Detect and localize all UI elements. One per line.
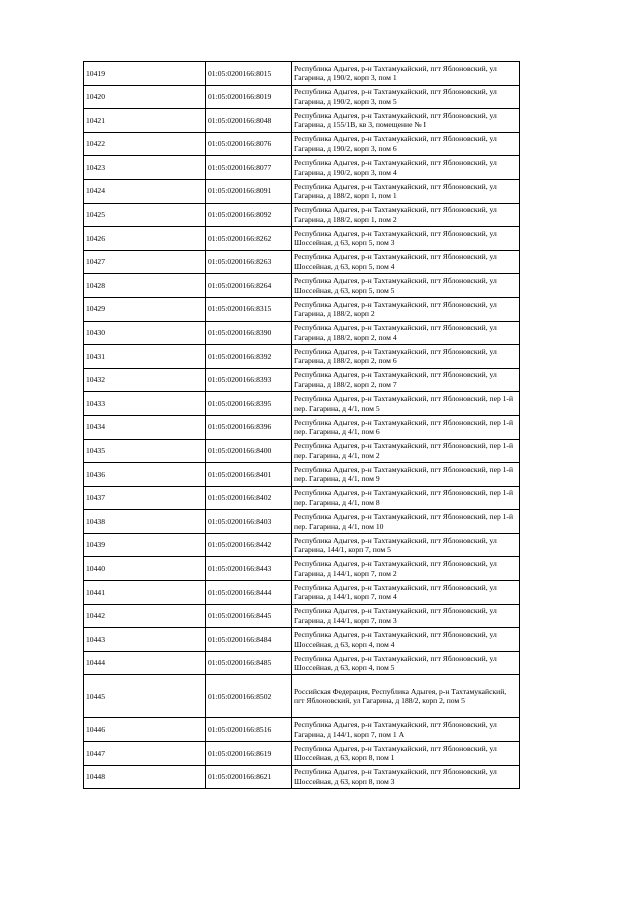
cadastral-number: 01:05:0200166:8442 xyxy=(206,533,292,557)
property-address: Республика Адыгея, р-н Тахтамукайский, пгт Яблоновский, ул Гагарина, д 144/1, корп 7, пом 2 xyxy=(292,557,520,581)
row-number: 10422 xyxy=(84,132,206,156)
property-address: Республика Адыгея, р-н Тахтамукайский, пгт Яблоновский, ул Гагарина, д 190/2, корп 3, пом 4 xyxy=(292,156,520,180)
row-number: 10423 xyxy=(84,156,206,180)
row-number: 10424 xyxy=(84,179,206,203)
property-address: Республика Адыгея, р-н Тахтамукайский, пгт Яблоновский, ул Шоссейная, д 63, корп 8, пом 3 xyxy=(292,765,520,789)
table-row xyxy=(84,415,520,439)
table-row xyxy=(84,742,520,766)
table-row xyxy=(84,718,520,742)
cadastral-number: 01:05:0200166:8396 xyxy=(206,415,292,439)
property-address: Республика Адыгея, р-н Тахтамукайский, пгт Яблоновский, ул Шоссейная, д 63, корп 8, пом 1 xyxy=(292,742,520,766)
registry-table-body xyxy=(84,62,520,789)
row-number: 10442 xyxy=(84,604,206,628)
property-address: Республика Адыгея, р-н Тахтамукайский, пгт Яблоновский, пер 1-й пер. Гагарина, д 4/1, пом 8 xyxy=(292,486,520,510)
row-number: 10446 xyxy=(84,718,206,742)
table-row xyxy=(84,274,520,298)
table-row xyxy=(84,581,520,605)
cadastral-number: 01:05:0200166:8400 xyxy=(206,439,292,463)
property-address: Республика Адыгея, р-н Тахтамукайский, пгт Яблоновский, ул Гагарина, д 188/2, корп 2 xyxy=(292,297,520,321)
row-number: 10432 xyxy=(84,368,206,392)
table-row xyxy=(84,675,520,718)
cadastral-number: 01:05:0200166:8015 xyxy=(206,62,292,86)
cadastral-number: 01:05:0200166:8263 xyxy=(206,250,292,274)
table-row xyxy=(84,557,520,581)
cadastral-number: 01:05:0200166:8621 xyxy=(206,765,292,789)
cadastral-number: 01:05:0200166:8401 xyxy=(206,463,292,487)
property-address: Республика Адыгея, р-н Тахтамукайский, пгт Яблоновский, ул Гагарина, д 190/2, корп 3, пом 6 xyxy=(292,132,520,156)
row-number: 10448 xyxy=(84,765,206,789)
row-number: 10429 xyxy=(84,297,206,321)
row-number: 10420 xyxy=(84,85,206,109)
row-number: 10430 xyxy=(84,321,206,345)
table-row xyxy=(84,533,520,557)
table-row xyxy=(84,132,520,156)
table-row xyxy=(84,203,520,227)
cadastral-number: 01:05:0200166:8444 xyxy=(206,581,292,605)
property-address: Республика Адыгея, р-н Тахтамукайский, пгт Яблоновский, ул Шоссейная, д 63, корп 5, пом 3 xyxy=(292,227,520,251)
row-number: 10431 xyxy=(84,345,206,369)
table-row xyxy=(84,486,520,510)
row-number: 10445 xyxy=(84,675,206,718)
property-address: Республика Адыгея, р-н Тахтамукайский, пгт Яблоновский, ул Гагарина, д 155/1В, кв 3, помещение № I xyxy=(292,109,520,133)
table-row xyxy=(84,297,520,321)
property-address: Республика Адыгея, р-н Тахтамукайский, пгт Яблоновский, ул Гагарина, д 144/1, корп 7, пом 3 xyxy=(292,604,520,628)
row-number: 10419 xyxy=(84,62,206,86)
row-number: 10436 xyxy=(84,463,206,487)
row-number: 10435 xyxy=(84,439,206,463)
table-row xyxy=(84,368,520,392)
property-address: Республика Адыгея, р-н Тахтамукайский, пгт Яблоновский, пер 1-й пер. Гагарина, д 4/1, пом 5 xyxy=(292,392,520,416)
cadastral-number: 01:05:0200166:8392 xyxy=(206,345,292,369)
cadastral-number: 01:05:0200166:8262 xyxy=(206,227,292,251)
cadastral-number: 01:05:0200166:8502 xyxy=(206,675,292,718)
row-number: 10433 xyxy=(84,392,206,416)
table-row xyxy=(84,109,520,133)
property-address: Республика Адыгея, р-н Тахтамукайский, пгт Яблоновский, ул Гагарина, д 144/1, корп 7, пом 1 А xyxy=(292,718,520,742)
row-number: 10438 xyxy=(84,510,206,534)
row-number: 10434 xyxy=(84,415,206,439)
cadastral-number: 01:05:0200166:8485 xyxy=(206,651,292,675)
cadastral-number: 01:05:0200166:8019 xyxy=(206,85,292,109)
property-registry-table xyxy=(83,61,520,789)
property-address: Республика Адыгея, р-н Тахтамукайский, пгт Яблоновский, ул Гагарина, д 188/2, корп 1, пом 2 xyxy=(292,203,520,227)
row-number: 10426 xyxy=(84,227,206,251)
cadastral-number: 01:05:0200166:8619 xyxy=(206,742,292,766)
cadastral-number: 01:05:0200166:8484 xyxy=(206,628,292,652)
table-row xyxy=(84,463,520,487)
cadastral-number: 01:05:0200166:8390 xyxy=(206,321,292,345)
property-address: Республика Адыгея, р-н Тахтамукайский, пгт Яблоновский, пер 1-й пер. Гагарина, д 4/1, пом 9 xyxy=(292,463,520,487)
row-number: 10427 xyxy=(84,250,206,274)
property-address: Республика Адыгея, р-н Тахтамукайский, пгт Яблоновский, ул Шоссейная, д 63, корп 5, пом 5 xyxy=(292,274,520,298)
table-row xyxy=(84,392,520,416)
property-address: Республика Адыгея, р-н Тахтамукайский, пгт Яблоновский, ул Гагарина, д 190/2, корп 3, пом 5 xyxy=(292,85,520,109)
row-number: 10440 xyxy=(84,557,206,581)
table-row xyxy=(84,179,520,203)
property-address: Республика Адыгея, р-н Тахтамукайский, пгт Яблоновский, ул Гагарина, д 188/2, корп 2, пом 4 xyxy=(292,321,520,345)
cadastral-number: 01:05:0200166:8443 xyxy=(206,557,292,581)
row-number: 10444 xyxy=(84,651,206,675)
table-row xyxy=(84,765,520,789)
table-row xyxy=(84,439,520,463)
row-number: 10441 xyxy=(84,581,206,605)
cadastral-number: 01:05:0200166:8445 xyxy=(206,604,292,628)
cadastral-number: 01:05:0200166:8393 xyxy=(206,368,292,392)
property-address: Республика Адыгея, р-н Тахтамукайский, пгт Яблоновский, ул Гагарина, д 144/1, корп 7, пом 4 xyxy=(292,581,520,605)
table-row xyxy=(84,250,520,274)
table-row xyxy=(84,345,520,369)
row-number: 10421 xyxy=(84,109,206,133)
row-number: 10428 xyxy=(84,274,206,298)
property-address: Республика Адыгея, р-н Тахтамукайский, пгт Яблоновский, ул Гагарина, 144/1, корп 7, пом 5 xyxy=(292,533,520,557)
row-number: 10437 xyxy=(84,486,206,510)
property-address: Республика Адыгея, р-н Тахтамукайский, пгт Яблоновский, ул Гагарина, д 190/2, корп 3, пом 1 xyxy=(292,62,520,86)
row-number: 10443 xyxy=(84,628,206,652)
table-row xyxy=(84,156,520,180)
property-address: Республика Адыгея, р-н Тахтамукайский, пгт Яблоновский, ул Гагарина, д 188/2, корп 1, пом 1 xyxy=(292,179,520,203)
table-row xyxy=(84,628,520,652)
cadastral-number: 01:05:0200166:8077 xyxy=(206,156,292,180)
row-number: 10439 xyxy=(84,533,206,557)
property-address: Республика Адыгея, р-н Тахтамукайский, пгт Яблоновский, ул Шоссейная, д 63, корп 5, пом 4 xyxy=(292,250,520,274)
cadastral-number: 01:05:0200166:8091 xyxy=(206,179,292,203)
property-address: Республика Адыгея, р-н Тахтамукайский, пгт Яблоновский, ул Гагарина, д 188/2, корп 2, пом 6 xyxy=(292,345,520,369)
property-address: Республика Адыгея, р-н Тахтамукайский, пгт Яблоновский, пер 1-й пер. Гагарина, д 4/1, пом 6 xyxy=(292,415,520,439)
table-row xyxy=(84,651,520,675)
cadastral-number: 01:05:0200166:8048 xyxy=(206,109,292,133)
property-address: Республика Адыгея, р-н Тахтамукайский, пгт Яблоновский, пер 1-й пер. Гагарина, д 4/1, пом 2 xyxy=(292,439,520,463)
table-row xyxy=(84,85,520,109)
row-number: 10447 xyxy=(84,742,206,766)
cadastral-number: 01:05:0200166:8315 xyxy=(206,297,292,321)
property-address: Республика Адыгея, р-н Тахтамукайский, пгт Яблоновский, пер 1-й пер. Гагарина, д 4/1, пом 10 xyxy=(292,510,520,534)
cadastral-number: 01:05:0200166:8076 xyxy=(206,132,292,156)
table-row xyxy=(84,227,520,251)
table-row xyxy=(84,510,520,534)
cadastral-number: 01:05:0200166:8092 xyxy=(206,203,292,227)
cadastral-number: 01:05:0200166:8403 xyxy=(206,510,292,534)
property-address: Республика Адыгея, р-н Тахтамукайский, пгт Яблоновский, ул Гагарина, д 188/2, корп 2, пом 7 xyxy=(292,368,520,392)
table-row xyxy=(84,321,520,345)
property-address: Российская Федерация, Республика Адыгея, р-н Тахтамукайский, пгт Яблоновский, ул Гагарина, д 188/2, корп 2, пом 5 xyxy=(292,675,520,718)
row-number: 10425 xyxy=(84,203,206,227)
table-row xyxy=(84,62,520,86)
table-row xyxy=(84,604,520,628)
property-address: Республика Адыгея, р-н Тахтамукайский, пгт Яблоновский, ул Шоссейная, д 63, корп 4, пом 5 xyxy=(292,651,520,675)
property-address: Республика Адыгея, р-н Тахтамукайский, пгт Яблоновский, ул Шоссейная, д 63, корп 4, пом 4 xyxy=(292,628,520,652)
cadastral-number: 01:05:0200166:8516 xyxy=(206,718,292,742)
cadastral-number: 01:05:0200166:8402 xyxy=(206,486,292,510)
cadastral-number: 01:05:0200166:8264 xyxy=(206,274,292,298)
cadastral-number: 01:05:0200166:8395 xyxy=(206,392,292,416)
